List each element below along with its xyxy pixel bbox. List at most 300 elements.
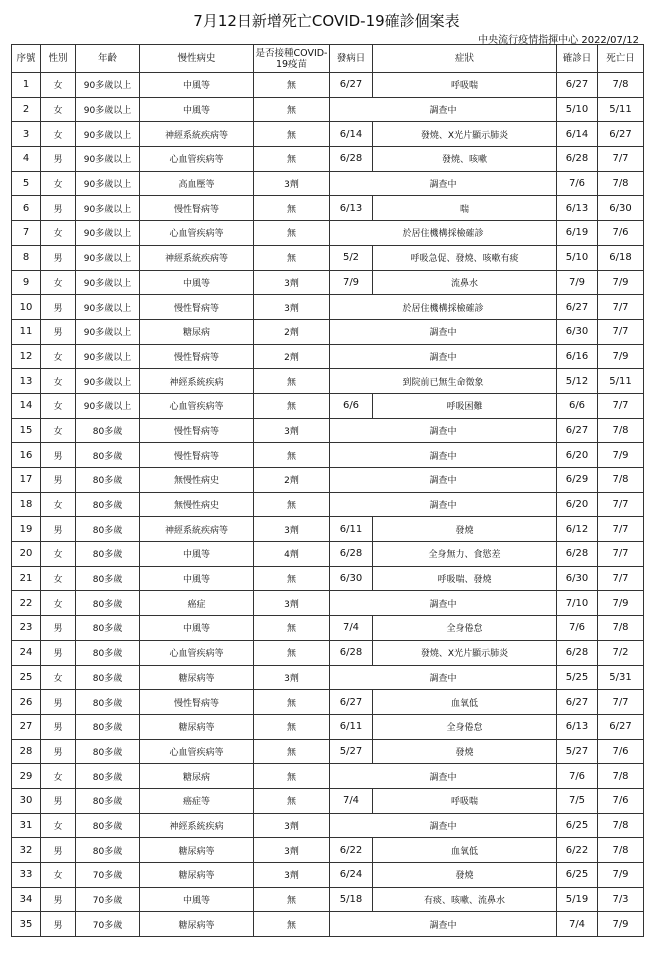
cell-confirmed-date: 6/22 [557, 838, 598, 863]
table-row [12, 863, 644, 888]
table-row [12, 492, 644, 517]
table-row [12, 887, 644, 912]
cell-death-date: 7/7 [598, 517, 644, 542]
cell-confirmed-date: 6/27 [557, 418, 598, 443]
cell-onset-date: 5/27 [330, 739, 373, 764]
cell-seq: 18 [12, 492, 41, 517]
table-row [12, 221, 644, 246]
table-row [12, 319, 644, 344]
cell-seq: 25 [12, 665, 41, 690]
cell-confirmed-date: 6/28 [557, 640, 598, 665]
cell-confirmed-date: 6/27 [557, 690, 598, 715]
cell-death-date: 7/2 [598, 640, 644, 665]
cell-confirmed-date: 7/5 [557, 788, 598, 813]
cell-confirmed-date: 6/13 [557, 714, 598, 739]
cell-age: 90多歲以上 [76, 295, 140, 320]
cell-onset-date: 6/14 [330, 122, 373, 147]
cell-chronic-history: 糖尿病等 [140, 665, 254, 690]
cell-seq: 23 [12, 616, 41, 641]
cell-death-date: 7/8 [598, 171, 644, 196]
cell-confirmed-date: 5/27 [557, 739, 598, 764]
cell-onset-date: 6/6 [330, 393, 373, 418]
cell-sex: 女 [41, 418, 76, 443]
cell-age: 80多歲 [76, 640, 140, 665]
cell-seq: 3 [12, 122, 41, 147]
cell-sex: 男 [41, 319, 76, 344]
table-row [12, 788, 644, 813]
cell-onset-date: 6/27 [330, 690, 373, 715]
cell-confirmed-date: 6/16 [557, 344, 598, 369]
cell-symptoms: 流鼻水 [373, 270, 557, 295]
table-row [12, 690, 644, 715]
table-row [12, 714, 644, 739]
cell-seq: 34 [12, 887, 41, 912]
cell-onset-date: 6/28 [330, 542, 373, 567]
cell-age: 70多歲 [76, 887, 140, 912]
cell-seq: 32 [12, 838, 41, 863]
cell-vaccine: 無 [254, 492, 330, 517]
cell-symptoms: 調查中 [330, 492, 557, 517]
cell-chronic-history: 神經系統疾病等 [140, 122, 254, 147]
cell-seq: 5 [12, 171, 41, 196]
cell-onset-date: 6/11 [330, 517, 373, 542]
cell-symptoms: 有痰、咳嗽、流鼻水 [373, 887, 557, 912]
cell-death-date: 7/7 [598, 295, 644, 320]
cell-onset-date: 6/27 [330, 73, 373, 98]
cell-age: 90多歲以上 [76, 393, 140, 418]
cell-seq: 35 [12, 912, 41, 937]
cell-chronic-history: 無慢性病史 [140, 468, 254, 493]
cell-seq: 8 [12, 245, 41, 270]
cell-chronic-history: 心血管疾病等 [140, 221, 254, 246]
cell-symptoms: 調查中 [330, 813, 557, 838]
cell-symptoms: 喘 [373, 196, 557, 221]
cell-seq: 14 [12, 393, 41, 418]
table-row [12, 443, 644, 468]
cell-vaccine: 4劑 [254, 542, 330, 567]
cell-age: 80多歲 [76, 443, 140, 468]
cell-age: 80多歲 [76, 714, 140, 739]
cell-confirmed-date: 5/10 [557, 245, 598, 270]
cell-onset-date: 7/4 [330, 788, 373, 813]
cell-symptoms: 調查中 [330, 319, 557, 344]
cell-sex: 男 [41, 838, 76, 863]
cell-sex: 女 [41, 566, 76, 591]
cell-chronic-history: 中風等 [140, 270, 254, 295]
cell-seq: 20 [12, 542, 41, 567]
cell-age: 90多歲以上 [76, 122, 140, 147]
cell-chronic-history: 癌症 [140, 591, 254, 616]
cell-chronic-history: 癌症等 [140, 788, 254, 813]
cell-symptoms: 呼吸喘 [373, 73, 557, 98]
cell-sex: 女 [41, 171, 76, 196]
cell-sex: 男 [41, 443, 76, 468]
cell-age: 90多歲以上 [76, 147, 140, 172]
cell-chronic-history: 糖尿病等 [140, 912, 254, 937]
cell-chronic-history: 慢性腎病等 [140, 418, 254, 443]
cell-sex: 男 [41, 295, 76, 320]
cell-sex: 女 [41, 665, 76, 690]
cell-seq: 27 [12, 714, 41, 739]
cell-age: 90多歲以上 [76, 344, 140, 369]
cell-sex: 男 [41, 616, 76, 641]
cell-vaccine: 無 [254, 566, 330, 591]
cell-symptoms: 發燒 [373, 517, 557, 542]
cell-sex: 女 [41, 591, 76, 616]
table-row [12, 764, 644, 789]
header-seq: 序號 [12, 45, 41, 73]
cell-sex: 男 [41, 788, 76, 813]
cell-sex: 女 [41, 764, 76, 789]
cell-symptoms: 全身倦怠 [373, 714, 557, 739]
cell-death-date: 7/7 [598, 566, 644, 591]
cell-death-date: 7/7 [598, 542, 644, 567]
cell-age: 80多歲 [76, 517, 140, 542]
table-row [12, 468, 644, 493]
cell-chronic-history: 慢性腎病等 [140, 344, 254, 369]
table-row [12, 295, 644, 320]
cell-death-date: 7/9 [598, 270, 644, 295]
cell-death-date: 6/27 [598, 714, 644, 739]
cell-onset-date: 6/24 [330, 863, 373, 888]
cell-seq: 15 [12, 418, 41, 443]
cell-symptoms: 調查中 [330, 97, 557, 122]
cell-age: 90多歲以上 [76, 73, 140, 98]
cell-vaccine: 無 [254, 616, 330, 641]
cell-age: 70多歲 [76, 912, 140, 937]
cell-seq: 1 [12, 73, 41, 98]
cell-age: 90多歲以上 [76, 97, 140, 122]
table-row [12, 369, 644, 394]
cell-death-date: 7/3 [598, 887, 644, 912]
source-and-date: 中央流行疫情指揮中心 2022/07/12 [478, 35, 639, 46]
cell-chronic-history: 神經系統疾病等 [140, 245, 254, 270]
cell-symptoms: 調查中 [330, 665, 557, 690]
table-row [12, 566, 644, 591]
cell-onset-date: 7/9 [330, 270, 373, 295]
cell-death-date: 7/6 [598, 221, 644, 246]
cell-confirmed-date: 6/29 [557, 468, 598, 493]
cell-death-date: 5/31 [598, 665, 644, 690]
cell-seq: 12 [12, 344, 41, 369]
cell-age: 90多歲以上 [76, 196, 140, 221]
cell-confirmed-date: 7/6 [557, 171, 598, 196]
cell-sex: 男 [41, 147, 76, 172]
cell-vaccine: 無 [254, 887, 330, 912]
table-body [12, 73, 644, 937]
table-row [12, 147, 644, 172]
cell-vaccine: 3劑 [254, 270, 330, 295]
cell-seq: 10 [12, 295, 41, 320]
cell-chronic-history: 心血管疾病等 [140, 739, 254, 764]
table-row [12, 591, 644, 616]
cell-sex: 女 [41, 393, 76, 418]
cell-sex: 女 [41, 97, 76, 122]
cell-sex: 男 [41, 468, 76, 493]
cell-onset-date: 6/28 [330, 147, 373, 172]
cell-vaccine: 無 [254, 393, 330, 418]
cell-chronic-history: 中風等 [140, 887, 254, 912]
cell-onset-date: 6/22 [330, 838, 373, 863]
table-row [12, 270, 644, 295]
header-onset-date: 發病日 [330, 45, 373, 73]
cell-confirmed-date: 6/25 [557, 863, 598, 888]
cell-symptoms: 於居住機構採檢確診 [330, 295, 557, 320]
cell-onset-date: 6/28 [330, 640, 373, 665]
cell-age: 80多歲 [76, 665, 140, 690]
cell-seq: 2 [12, 97, 41, 122]
cell-death-date: 6/30 [598, 196, 644, 221]
cell-vaccine: 無 [254, 714, 330, 739]
cell-death-date: 7/7 [598, 393, 644, 418]
cell-symptoms: 調查中 [330, 344, 557, 369]
cell-vaccine: 無 [254, 73, 330, 98]
cell-chronic-history: 中風等 [140, 73, 254, 98]
cell-chronic-history: 神經系統疾病等 [140, 517, 254, 542]
cell-confirmed-date: 7/4 [557, 912, 598, 937]
cell-sex: 男 [41, 887, 76, 912]
cell-vaccine: 3劑 [254, 295, 330, 320]
document-title: 7月12日新增死亡COVID-19確診個案表 [193, 12, 460, 30]
cell-confirmed-date: 5/10 [557, 97, 598, 122]
cell-death-date: 5/11 [598, 97, 644, 122]
cell-seq: 19 [12, 517, 41, 542]
cell-vaccine: 無 [254, 640, 330, 665]
cell-sex: 男 [41, 690, 76, 715]
cell-sex: 女 [41, 369, 76, 394]
cell-vaccine: 2劑 [254, 468, 330, 493]
cell-death-date: 7/7 [598, 492, 644, 517]
cell-sex: 男 [41, 245, 76, 270]
cell-seq: 30 [12, 788, 41, 813]
cell-age: 90多歲以上 [76, 369, 140, 394]
cell-confirmed-date: 6/13 [557, 196, 598, 221]
cell-confirmed-date: 6/6 [557, 393, 598, 418]
table-row [12, 838, 644, 863]
table-row [12, 122, 644, 147]
cell-confirmed-date: 6/19 [557, 221, 598, 246]
cell-age: 80多歲 [76, 591, 140, 616]
cell-age: 80多歲 [76, 764, 140, 789]
table-row [12, 97, 644, 122]
cell-death-date: 7/8 [598, 73, 644, 98]
cell-age: 80多歲 [76, 813, 140, 838]
table-row [12, 542, 644, 567]
cell-sex: 女 [41, 344, 76, 369]
table-row [12, 171, 644, 196]
cell-onset-date: 6/30 [330, 566, 373, 591]
cell-sex: 女 [41, 863, 76, 888]
cell-chronic-history: 糖尿病 [140, 319, 254, 344]
cell-seq: 16 [12, 443, 41, 468]
cell-death-date: 7/9 [598, 591, 644, 616]
cell-death-date: 7/8 [598, 813, 644, 838]
cell-vaccine: 無 [254, 122, 330, 147]
cell-chronic-history: 糖尿病等 [140, 863, 254, 888]
cell-symptoms: 血氧低 [373, 838, 557, 863]
cell-age: 80多歲 [76, 788, 140, 813]
cell-sex: 男 [41, 714, 76, 739]
cell-death-date: 7/7 [598, 147, 644, 172]
cell-vaccine: 無 [254, 912, 330, 937]
cell-vaccine: 3劑 [254, 418, 330, 443]
cell-chronic-history: 心血管疾病等 [140, 393, 254, 418]
cell-symptoms: 呼吸喘 [373, 788, 557, 813]
cell-vaccine: 3劑 [254, 838, 330, 863]
cell-vaccine: 3劑 [254, 591, 330, 616]
cell-age: 80多歲 [76, 690, 140, 715]
table-row [12, 616, 644, 641]
cell-chronic-history: 糖尿病等 [140, 714, 254, 739]
cell-confirmed-date: 6/28 [557, 542, 598, 567]
cell-age: 90多歲以上 [76, 171, 140, 196]
cell-sex: 男 [41, 196, 76, 221]
cell-symptoms: 發燒 [373, 863, 557, 888]
cell-chronic-history: 慢性腎病等 [140, 443, 254, 468]
cell-vaccine: 2劑 [254, 319, 330, 344]
death-cases-table [11, 44, 644, 937]
table-row [12, 912, 644, 937]
cell-chronic-history: 中風等 [140, 542, 254, 567]
cell-symptoms: 呼吸喘、發燒 [373, 566, 557, 591]
cell-seq: 28 [12, 739, 41, 764]
cell-confirmed-date: 5/12 [557, 369, 598, 394]
cell-chronic-history: 中風等 [140, 616, 254, 641]
cell-sex: 女 [41, 122, 76, 147]
cell-symptoms: 發燒 [373, 739, 557, 764]
cell-confirmed-date: 7/9 [557, 270, 598, 295]
cell-chronic-history: 慢性腎病等 [140, 196, 254, 221]
cell-symptoms: 調查中 [330, 443, 557, 468]
cell-seq: 7 [12, 221, 41, 246]
cell-death-date: 6/27 [598, 122, 644, 147]
cell-death-date: 7/9 [598, 863, 644, 888]
cell-confirmed-date: 5/19 [557, 887, 598, 912]
cell-seq: 13 [12, 369, 41, 394]
cell-death-date: 7/9 [598, 344, 644, 369]
cell-death-date: 7/8 [598, 764, 644, 789]
cell-confirmed-date: 6/20 [557, 443, 598, 468]
cell-confirmed-date: 6/20 [557, 492, 598, 517]
cell-symptoms: 血氧低 [373, 690, 557, 715]
cell-onset-date: 5/18 [330, 887, 373, 912]
table-row [12, 393, 644, 418]
cell-chronic-history: 神經系統疾病 [140, 369, 254, 394]
cell-death-date: 7/7 [598, 690, 644, 715]
cell-symptoms: 呼吸急促、發燒、咳嗽有痰 [373, 245, 557, 270]
cell-seq: 6 [12, 196, 41, 221]
cell-sex: 女 [41, 73, 76, 98]
cell-onset-date: 6/11 [330, 714, 373, 739]
cell-vaccine: 無 [254, 196, 330, 221]
table-row [12, 640, 644, 665]
cell-confirmed-date: 6/14 [557, 122, 598, 147]
cell-symptoms: 調查中 [330, 591, 557, 616]
cell-age: 80多歲 [76, 542, 140, 567]
cell-age: 90多歲以上 [76, 319, 140, 344]
cell-symptoms: 於居住機構採檢確診 [330, 221, 557, 246]
cell-death-date: 7/8 [598, 418, 644, 443]
cell-age: 70多歲 [76, 863, 140, 888]
cell-sex: 男 [41, 640, 76, 665]
header-vaccine: 是否接種COVID-19疫苗 [254, 45, 330, 73]
cell-confirmed-date: 7/10 [557, 591, 598, 616]
cell-chronic-history: 糖尿病等 [140, 838, 254, 863]
cell-age: 80多歲 [76, 418, 140, 443]
cell-seq: 21 [12, 566, 41, 591]
table-row [12, 418, 644, 443]
cell-age: 90多歲以上 [76, 245, 140, 270]
cell-chronic-history: 無慢性病史 [140, 492, 254, 517]
cell-symptoms: 調查中 [330, 912, 557, 937]
cell-seq: 33 [12, 863, 41, 888]
cell-death-date: 7/8 [598, 616, 644, 641]
cell-confirmed-date: 6/25 [557, 813, 598, 838]
cell-seq: 26 [12, 690, 41, 715]
cell-confirmed-date: 6/27 [557, 73, 598, 98]
table-row [12, 813, 644, 838]
cell-chronic-history: 心血管疾病等 [140, 147, 254, 172]
cell-symptoms: 調查中 [330, 171, 557, 196]
cell-confirmed-date: 7/6 [557, 616, 598, 641]
cell-vaccine: 無 [254, 147, 330, 172]
cell-seq: 17 [12, 468, 41, 493]
cell-chronic-history: 慢性腎病等 [140, 690, 254, 715]
cell-onset-date: 6/13 [330, 196, 373, 221]
cell-vaccine: 2劑 [254, 344, 330, 369]
cell-vaccine: 無 [254, 443, 330, 468]
cell-chronic-history: 中風等 [140, 566, 254, 591]
header-symptoms: 症狀 [373, 45, 557, 73]
table-row [12, 739, 644, 764]
cell-death-date: 6/18 [598, 245, 644, 270]
cell-age: 80多歲 [76, 566, 140, 591]
cell-symptoms: 發燒、X光片顯示肺炎 [373, 640, 557, 665]
cell-sex: 女 [41, 813, 76, 838]
cell-confirmed-date: 6/30 [557, 566, 598, 591]
cell-sex: 女 [41, 221, 76, 246]
cell-death-date: 7/8 [598, 468, 644, 493]
cell-seq: 29 [12, 764, 41, 789]
cell-vaccine: 無 [254, 739, 330, 764]
cell-vaccine: 3劑 [254, 665, 330, 690]
cell-death-date: 7/7 [598, 319, 644, 344]
cell-chronic-history: 糖尿病 [140, 764, 254, 789]
header-chronic-history: 慢性病史 [140, 45, 254, 73]
cell-confirmed-date: 6/12 [557, 517, 598, 542]
cell-sex: 女 [41, 542, 76, 567]
header-age: 年齡 [76, 45, 140, 73]
cell-symptoms: 到院前已無生命徵象 [330, 369, 557, 394]
cell-onset-date: 5/2 [330, 245, 373, 270]
cell-symptoms: 全身倦怠 [373, 616, 557, 641]
cell-death-date: 7/9 [598, 912, 644, 937]
cell-chronic-history: 心血管疾病等 [140, 640, 254, 665]
cell-age: 90多歲以上 [76, 270, 140, 295]
cell-death-date: 7/9 [598, 443, 644, 468]
cell-age: 80多歲 [76, 492, 140, 517]
cell-sex: 男 [41, 912, 76, 937]
cell-onset-date: 7/4 [330, 616, 373, 641]
cell-sex: 女 [41, 270, 76, 295]
table-row [12, 73, 644, 98]
cell-seq: 24 [12, 640, 41, 665]
cell-seq: 9 [12, 270, 41, 295]
table-row [12, 665, 644, 690]
cell-vaccine: 無 [254, 245, 330, 270]
header-confirmed-date: 確診日 [557, 45, 598, 73]
table-row [12, 196, 644, 221]
